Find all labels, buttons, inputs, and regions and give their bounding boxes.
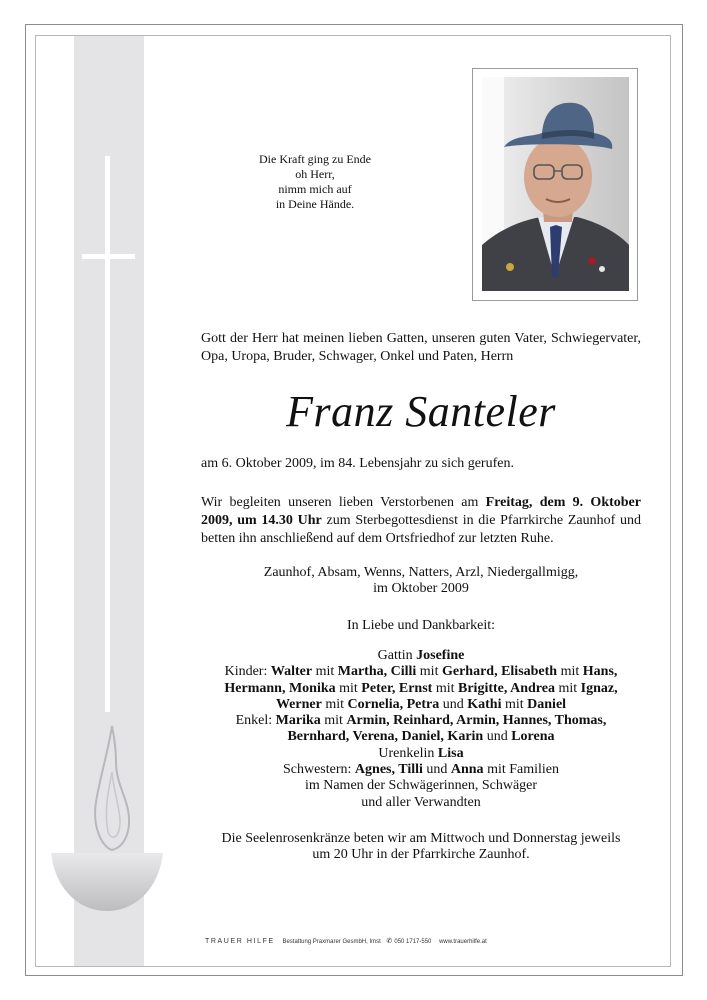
relatives-line: und aller Verwandten xyxy=(361,794,481,810)
grandchildren-line: Bernhard, Verena, Daniel, Karin und Lorena xyxy=(287,729,555,745)
places-and-date xyxy=(201,565,641,597)
verse-line: in Deine Hände. xyxy=(275,197,355,211)
rosary-notice xyxy=(201,831,641,863)
verse-line: Die Kraft ging zu Ende xyxy=(259,152,371,166)
trauerhilfe-logo: TRAUER HILFE xyxy=(205,938,275,945)
cross-icon xyxy=(105,156,110,712)
funeral-text-after: zum Sterbegottesdienst in die Pfarrkirche Zaunhof und betten ihn anschließend auf dem Ortsfriedhof zur letzten Ruhe. xyxy=(201,513,641,546)
website-link[interactable]: www.trauerhilfe.at xyxy=(439,939,487,945)
funeral-date: Freitag, dem 9. Oktober 2009, um 14.30 Uhr xyxy=(201,495,641,528)
bowl-icon xyxy=(51,853,163,913)
verse-line: oh Herr, xyxy=(295,167,335,181)
deceased-name: Franz Santeler xyxy=(286,387,556,436)
memorial-verse xyxy=(230,152,400,212)
phone-icon: ✆ xyxy=(386,938,393,945)
portrait-photo xyxy=(482,77,629,291)
children-line: Hermann, Monika mit Peter, Ernst mit Brigitte, Andrea mit Ignaz, xyxy=(224,680,618,696)
great-grandchild-line: Urenkelin Lisa xyxy=(378,745,464,761)
funeral-text xyxy=(201,494,641,548)
cross-icon-bar xyxy=(82,254,135,259)
grandchildren-line: Enkel: Marika mit Armin, Reinhard, Armin, Hannes, Thomas, xyxy=(235,713,607,729)
mourners-list xyxy=(186,648,656,811)
sisters-line: Schwestern: Agnes, Tilli und Anna mit Familien xyxy=(282,762,560,778)
death-date-text: am 6. Oktober 2009, im 84. Lebensjahr zu sich gerufen. xyxy=(201,456,514,471)
date-line: im Oktober 2009 xyxy=(373,581,469,596)
company-name: Bestattung Praxmarer GesmbH, Imst xyxy=(282,939,381,945)
funeral-text-before: Wir begleiten unseren lieben Verstorbenen am xyxy=(201,495,486,510)
candle-flame-icon xyxy=(82,722,142,852)
rosary-line: Die Seelenrosenkränze beten wir am Mittwoch und Donnerstag jeweils xyxy=(221,831,621,846)
rosary-line: um 20 Uhr in der Pfarrkirche Zaunhof. xyxy=(312,847,530,862)
phone-number: 050 1717-550 xyxy=(394,939,432,945)
verse-line: nimm mich auf xyxy=(278,182,352,196)
intro-text: Gott der Herr hat meinen lieben Gatten, unseren guten Vater, Schwiegervater, Opa, Uropa, Bruder, Schwager, Onkel und Paten, Herrn xyxy=(201,331,641,364)
inlaws-line: im Namen der Schwägerinnen, Schwäger xyxy=(304,778,538,794)
wife-line: Gattin Josefine xyxy=(377,648,465,663)
children-line: Kinder: Walter mit Martha, Cilli mit Gerhard, Elisabeth mit Hans, xyxy=(224,664,618,680)
love-line: In Liebe und Dankbarkeit: xyxy=(346,618,496,633)
places-line: Zaunhof, Absam, Wenns, Natters, Arzl, Niedergallmigg, xyxy=(263,565,579,580)
footer xyxy=(205,937,525,949)
wife-name: Josefine xyxy=(416,648,465,663)
children-line: Werner mit Cornelia, Petra und Kathi mit Daniel xyxy=(275,696,567,712)
